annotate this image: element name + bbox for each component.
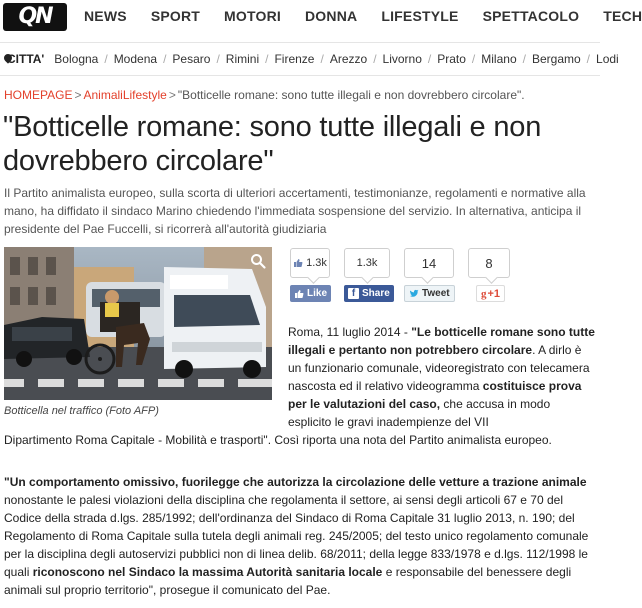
main-nav (84, 8, 642, 24)
tweet-button[interactable] (404, 285, 455, 302)
like-label: Like (307, 288, 328, 299)
city-separator: / (522, 52, 526, 66)
city-link-pesaro[interactable]: Pesaro (172, 52, 211, 66)
tweet-label: Tweet (422, 288, 450, 299)
article-photo[interactable] (4, 247, 272, 400)
thumbs-up-icon (294, 289, 304, 299)
nav-donna[interactable]: DONNA (305, 8, 358, 24)
gplus-label: +1 (487, 287, 501, 300)
tweet-count-box (404, 248, 454, 278)
share-count-box (344, 248, 390, 278)
article-title: "Botticelle romane: sono tutte illegali e non dovrebbero circolare" (3, 111, 542, 177)
city-link-lodi[interactable]: Lodi (596, 52, 619, 66)
article-paragraph-1-continuation: Dipartimento Roma Capitale - Mobilità e trasporti". Così riporta una nota del Partito animalista europeo. (4, 433, 552, 447)
share-count: 1.3k (356, 257, 378, 269)
breadcrumb-section[interactable]: AnimaliLifestyle (83, 88, 167, 102)
tweet-count: 14 (421, 255, 437, 271)
nav-motori[interactable]: MOTORI (224, 8, 281, 24)
nav-spettacolo[interactable]: SPETTACOLO (482, 8, 580, 24)
facebook-icon: f (348, 288, 359, 299)
quote-bold-3: "Un comportamento omissivo, fuorilegge che autorizza la circolazione delle vetture a trazione animale (4, 475, 587, 489)
top-nav (0, 0, 642, 36)
like-button[interactable] (290, 285, 331, 302)
traffic-photo-illustration (4, 247, 272, 400)
nav-lifestyle[interactable]: LIFESTYLE (381, 8, 459, 24)
city-separator: / (104, 52, 108, 66)
breadcrumb-separator: > (168, 88, 176, 102)
paragraph-text: . A dirlo è un funzionario comunale, videoregistrato con telecamera nascosta ed il relativo videogramma (288, 343, 590, 393)
dateline: Roma, 11 luglio 2014 - (288, 325, 412, 339)
city-separator: / (265, 52, 269, 66)
city-link-bologna[interactable]: Bologna (54, 52, 99, 66)
city-link-modena[interactable]: Modena (113, 52, 158, 66)
twitter-bird-icon (409, 289, 419, 299)
paragraph-text: nonostante le palesi violazioni della disciplina che regolamenta il settore, ai sensi degli articoli 67 e 70 del Codice della strada d.lgs. 285/1992; dell'ordinanza del Sindaco di Roma Capitale 31 luglio 2013, n. 190; del Regolamento di Roma Capitale sulla tutela degli animali reg. 245/2005; del testo unico regolamento comunale per la disciplina degli autoservizi pubblici non di linea delib. 68/2011; della legge 833/1978 e d.lgs. 112/1998 le quali (4, 493, 589, 579)
city-separator: / (471, 52, 476, 66)
nav-news[interactable]: NEWS (84, 8, 127, 24)
city-link-firenze[interactable]: Firenze (274, 52, 315, 66)
breadcrumb-home[interactable]: HOMEPAGE (4, 88, 73, 102)
gplus-count: 8 (485, 255, 493, 271)
city-separator: / (216, 52, 220, 66)
city-separator: / (320, 52, 324, 66)
site-logo[interactable]: QN (3, 3, 67, 31)
city-label: CITTA' (7, 52, 45, 66)
quote-bold-1: "Le botticelle romane sono tutte illegali e pertanto non potrebbero circolare (288, 325, 595, 357)
city-separator: / (373, 52, 377, 66)
nav-sport[interactable]: SPORT (150, 8, 201, 24)
article-paragraph-2 (4, 473, 596, 599)
quote-bold-2: costituisce prova per le valutazioni del caso, (288, 379, 582, 411)
city-separator: / (163, 52, 167, 66)
article-paragraph-1 (288, 323, 596, 431)
thumbs-up-icon (293, 258, 303, 268)
city-bar (0, 42, 619, 76)
city-link-livorno[interactable]: Livorno (382, 52, 422, 66)
breadcrumb-separator: > (74, 88, 82, 102)
paragraph-text: che accusa in modo esplicito le gravi inadempienze del VII (288, 397, 551, 429)
share-label: Share (362, 288, 390, 299)
breadcrumb (4, 88, 525, 102)
nav-tech[interactable]: TECH (603, 8, 642, 24)
zoom-icon[interactable] (250, 253, 266, 269)
paragraph-text: e responsabile del benessere degli animali sul proprio territorio", prosegue il comunicato del Pae. (4, 565, 572, 597)
gplus-button[interactable] (476, 285, 505, 302)
city-link-rimini[interactable]: Rimini (225, 52, 260, 66)
photo-caption: Botticella nel traffico (Foto AFP) (4, 405, 159, 417)
quote-bold-4: riconoscono nel Sindaco la massima Autorità sanitaria locale (32, 565, 383, 579)
city-separator: / (427, 52, 432, 66)
city-link-arezzo[interactable]: Arezzo (329, 52, 368, 66)
city-separator: / (586, 52, 591, 66)
share-button[interactable] (344, 285, 394, 302)
article-lead: Il Partito animalista europeo, sulla scorta di ulteriori accertamenti, testimonianze, regolamenti e normative alla mano, ha diffidato il sindaco Marino chiedendo l'immediata sospensione del servizio. In alternativa, anticipa il presidente del Pae Fuccelli, si ricorrerà all'autorità giudiziaria (4, 186, 586, 236)
breadcrumb-current: "Botticelle romane: sono tutte illegali e non dovrebbero circolare". (177, 88, 525, 102)
city-link-milano[interactable]: Milano (481, 52, 517, 66)
gplus-count-box (468, 248, 510, 278)
google-plus-icon: g (481, 287, 487, 300)
like-count-box (290, 248, 330, 278)
like-count: 1.3k (306, 257, 327, 269)
city-link-bergamo[interactable]: Bergamo (531, 52, 581, 66)
city-link-prato[interactable]: Prato (437, 52, 466, 66)
